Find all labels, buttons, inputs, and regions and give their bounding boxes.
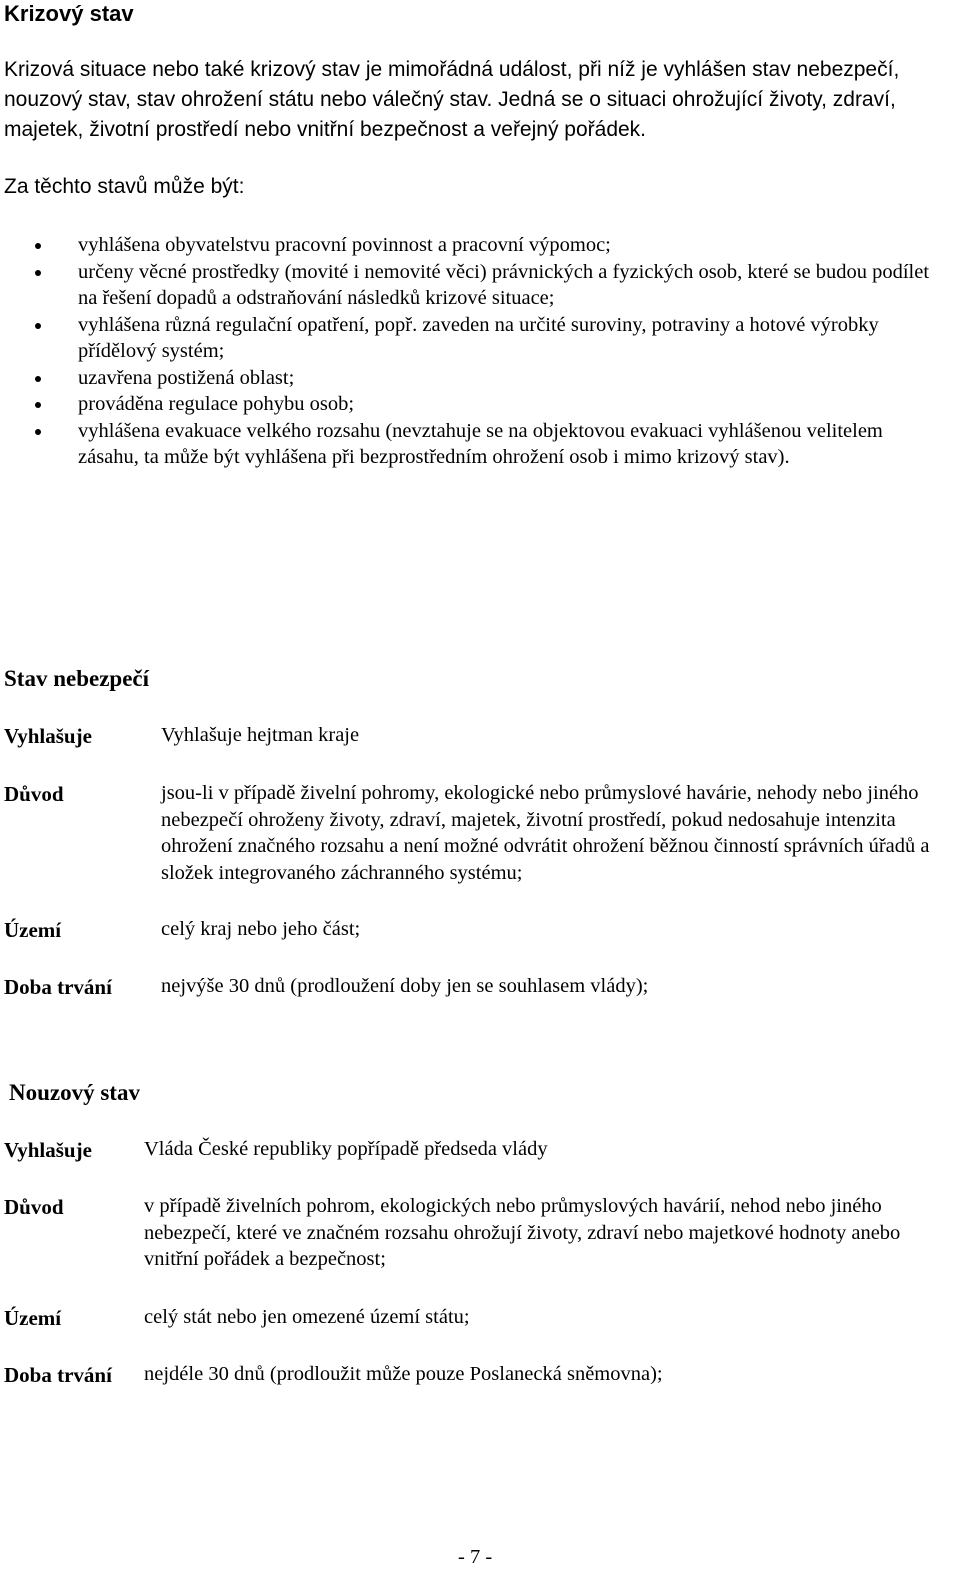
bullet-list (78, 232, 938, 471)
list-item: prováděna regulace pohybu osob; (78, 391, 938, 418)
section-title-nouzovy-stav: Nouzový stav (9, 1080, 140, 1105)
bullet-icon (35, 402, 41, 408)
row-label-vyhlasuje: Vyhlašuje (4, 724, 92, 748)
row-label-duvod: Důvod (4, 1195, 64, 1219)
row-label-uzemi: Území (4, 1306, 62, 1330)
list-item: určeny věcné prostředky (movité i nemovité věci) právnických a fyzických osob, které se budou podílet na řešení dopadů a odstraňování následků krizové situace; (78, 259, 938, 312)
list-item: vyhlášena evakuace velkého rozsahu (nevztahuje se na objektovou evakuaci vyhlášenou velitelem zásahu, ta může být vyhlášena při bezprostředním ohrožení osob i mimo krizový stav). (78, 418, 938, 471)
row-label-uzemi: Území (4, 918, 62, 942)
row-value-doba-trvani: nejdéle 30 dnů (prodloužit může pouze Poslanecká sněmovna); (144, 1363, 663, 1385)
row-value-duvod: jsou-li v případě živelní pohromy, ekologické nebo průmyslové havárie, nehody nebo jiného nebezpečí ohroženy životy, zdraví, majetek, životní prostředí, pokud nedosahuje intenzita ohrožení značného rozsahu a není možné odvrátit ohrožení běžnou činností správních úřadů a složek integrovaného záchranného systému; (161, 782, 930, 884)
row-label-doba-trvani: Doba trvání (4, 1363, 112, 1387)
row-value-uzemi: celý stát nebo jen omezené území státu; (144, 1306, 470, 1328)
intro-paragraph: Krizová situace nebo také krizový stav je mimořádná událost, při níž je vyhlášen stav nebezpečí, nouzový stav, stav ohrožení státu nebo válečný stav. Jedná se o situaci ohrožující životy, zdraví, majetek, životní prostředí nebo vnitřní bezpečnost a veřejný pořádek. (4, 58, 900, 141)
row-label-duvod: Důvod (4, 782, 64, 806)
row-label-vyhlasuje: Vyhlašuje (4, 1138, 92, 1162)
bullet-icon (35, 243, 41, 249)
bullet-icon (35, 270, 41, 276)
list-item: vyhlášena obyvatelstvu pracovní povinnost a pracovní výpomoc; (78, 232, 938, 259)
row-value-doba-trvani: nejvýše 30 dnů (prodloužení doby jen se souhlasem vlády); (161, 975, 649, 997)
row-value-vyhlasuje: Vyhlašuje hejtman kraje (161, 724, 360, 746)
row-label-doba-trvani: Doba trvání (4, 975, 112, 999)
list-subtitle: Za těchto stavů může být: (4, 175, 245, 198)
row-value-duvod: v případě živelních pohrom, ekologických nebo průmyslových havárií, nehod nebo jiného nebezpečí, které ve značném rozsahu ohrožují životy, zdraví nebo majetkové hodnoty anebo vnitřní pořádek a bezpečnost; (144, 1195, 901, 1270)
section-title-stav-nebezpeci: Stav nebezpečí (4, 666, 150, 691)
list-item: uzavřena postižená oblast; (78, 365, 938, 392)
row-value-vyhlasuje: Vláda České republiky popřípadě předseda vlády (144, 1138, 548, 1160)
bullet-icon (35, 323, 41, 329)
bullet-icon (35, 376, 41, 382)
page-number: - 7 - (458, 1546, 493, 1568)
list-item: vyhlášena různá regulační opatření, popř. zaveden na určité suroviny, potraviny a hotové výrobky přídělový systém; (78, 312, 938, 365)
section-title-krizovy-stav: Krizový stav (4, 1, 134, 26)
bullet-icon (35, 429, 41, 435)
row-value-uzemi: celý kraj nebo jeho část; (161, 918, 361, 940)
